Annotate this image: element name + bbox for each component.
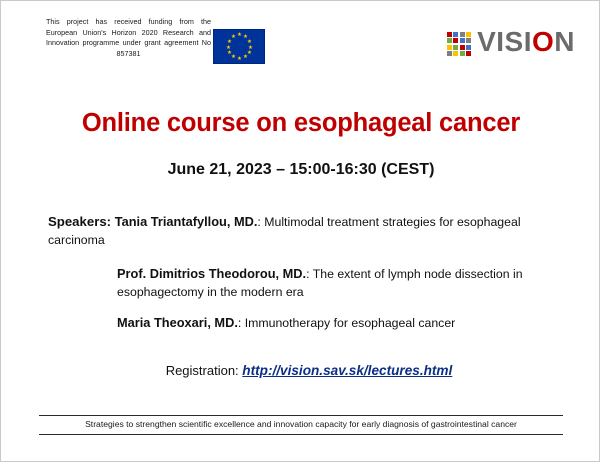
speaker-name: Prof. Dimitrios Theodorou, MD. — [117, 266, 307, 281]
event-datetime: June 21, 2023 – 15:00-16:30 (CEST) — [167, 161, 435, 178]
logo-text-part2: N — [554, 26, 575, 57]
vision-logo-text — [477, 27, 575, 57]
speaker-talk: : The extent of lymph node dissection in esophagectomy in the modern era — [117, 267, 523, 299]
logo-text-highlight: O — [531, 26, 555, 57]
registration-link[interactable]: http://vision.sav.sk/lectures.html — [242, 363, 453, 378]
speaker-talk: : Immunotherapy for esophageal cancer — [237, 316, 456, 330]
speaker-talk: : Multimodal treatment strategies for esophageal carcinoma — [48, 215, 521, 247]
speaker-name: Tania Triantafyllou, MD. — [114, 214, 258, 229]
page-title: Online course on esophageal cancer — [81, 109, 521, 137]
speaker-row — [48, 265, 558, 301]
logo-text-part1: VISI — [477, 26, 532, 57]
footer-tagline: Strategies to strengthen scientific excellence and innovation capacity for early diagnosis of gastrointestinal cancer — [85, 419, 517, 429]
vision-logo — [447, 21, 575, 63]
speaker-row — [48, 314, 558, 333]
vision-logo-grid-icon — [447, 32, 472, 57]
footer-divider-top — [39, 415, 563, 416]
speakers-section — [48, 213, 558, 346]
header — [1, 15, 600, 69]
speakers-label: Speakers — [48, 214, 107, 229]
registration-label: Registration: — [165, 363, 243, 378]
speaker-row — [48, 213, 558, 249]
speaker-name: Maria Theoxari, MD. — [117, 315, 238, 330]
speakers-separator: : — [106, 214, 115, 229]
european-union-flag-icon — [213, 29, 265, 64]
eu-stars: ★ ★ ★ ★ ★ ★ ★ ★ ★ ★ ★ ★ — [226, 31, 253, 62]
eu-funding-statement: This project has received funding from the European Union's Horizon 2020 Research and Innovation programme under grant agreement No 857381 — [46, 17, 211, 58]
footer-divider-bottom — [39, 434, 563, 435]
registration-line — [1, 363, 600, 378]
